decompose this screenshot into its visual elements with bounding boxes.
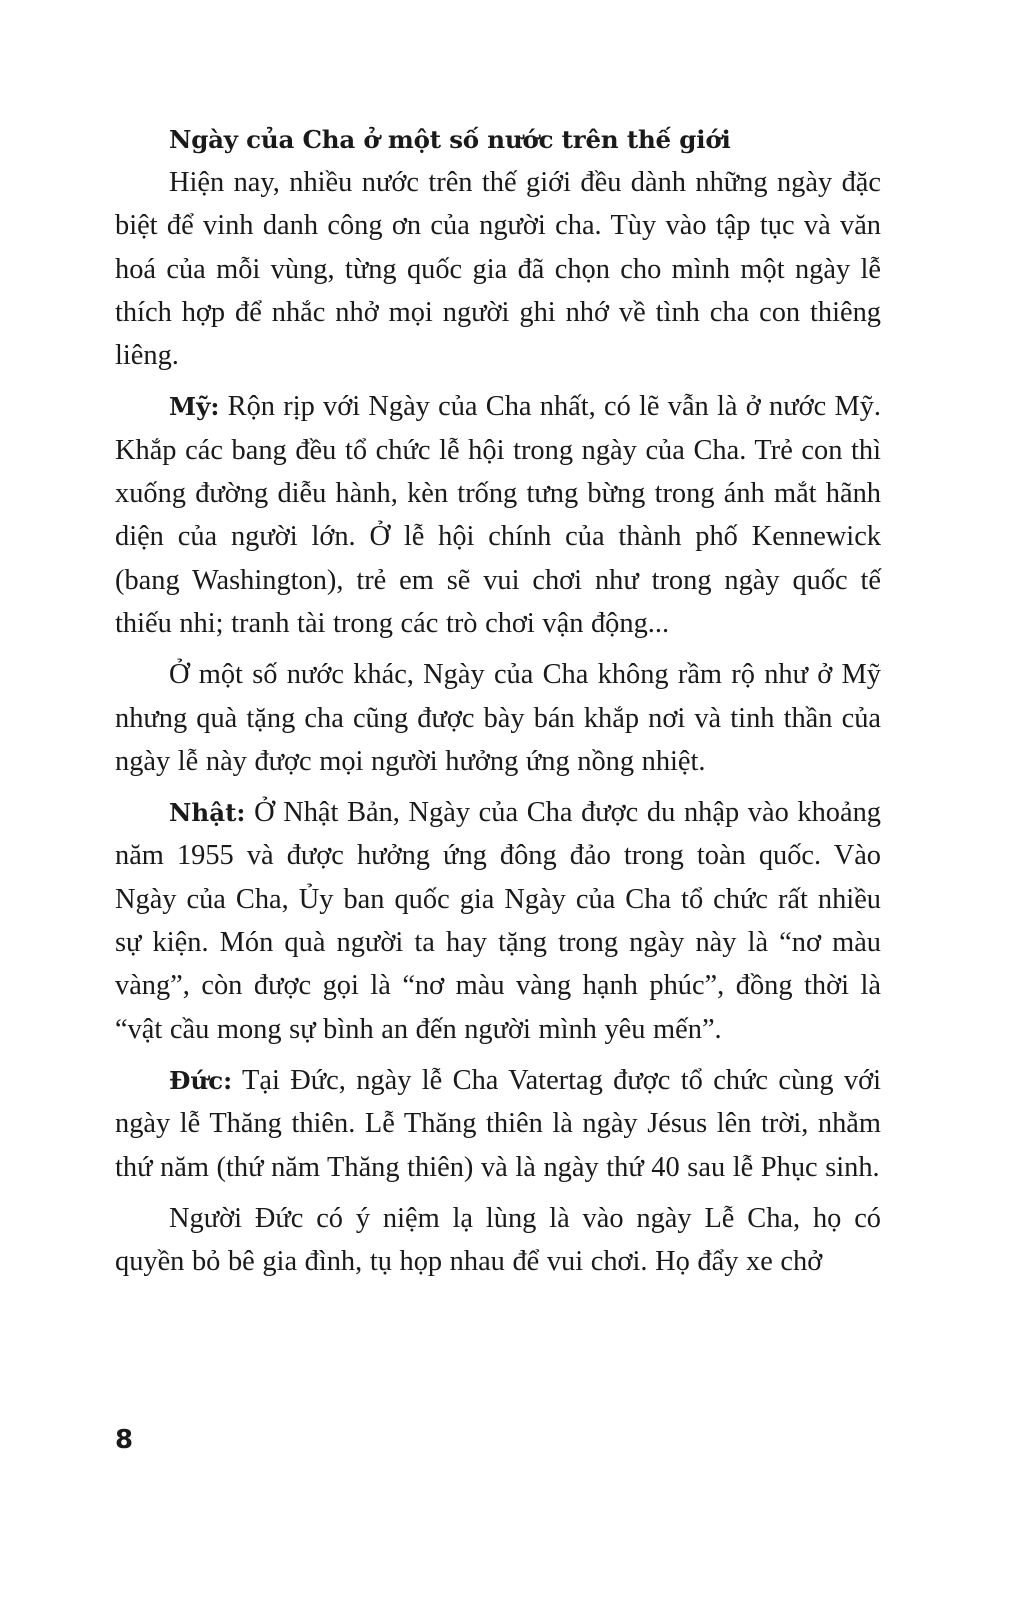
paragraph-lead: Mỹ: — [169, 392, 220, 422]
page-number: 8 — [115, 1425, 134, 1455]
paragraph-text: Tại Đức, ngày lễ Cha Vatertag được tổ chức cùng với ngày lễ Thăng thiên. Lễ Thăng thiên là ngày Jésus lên trời, nhằm thứ năm (thứ năm Thăng thiên) và là ngày thứ 40 sau lễ Phục sinh. — [115, 1064, 881, 1183]
paragraph-text: Rộn rịp với Ngày của Cha nhất, có lẽ vẫn là ở nước Mỹ. Khắp các bang đều tổ chức lễ hội trong ngày của Cha. Trẻ con thì xuống đường diễu hành, kèn trống tưng bừng trong ánh mắt hãnh diện của người lớn. Ở lễ hội chính của thành phố Kennewick (bang Washington), trẻ em sẽ vui chơi như trong ngày quốc tế thiếu nhi; tranh tài trong các trò chơi vận động... — [115, 391, 881, 639]
paragraph-text: Người Đức có ý niệm lạ lùng là vào ngày Lễ Cha, họ có quyền bỏ bê gia đình, tụ họp nhau để vui chơi. Họ đẩy xe chở — [115, 1202, 881, 1278]
paragraph-lead: Nhật: — [169, 798, 246, 828]
paragraph-usa — [115, 385, 881, 645]
paragraph-intro — [115, 161, 881, 377]
paragraph-other-countries — [115, 653, 881, 783]
paragraph-lead: Đức: — [169, 1065, 233, 1095]
paragraph-text: Ở một số nước khác, Ngày của Cha không rầm rộ như ở Mỹ nhưng quà tặng cha cũng được bày bán khắp nơi và tinh thần của ngày lễ này được mọi người hưởng ứng nồng nhiệt. — [115, 659, 881, 777]
section-heading: Ngày của Cha ở một số nước trên thế giới — [169, 125, 731, 154]
paragraph-text: Hiện nay, nhiều nước trên thế giới đều dành những ngày đặc biệt để vinh danh công ơn của người cha. Tùy vào tập tục và văn hoá của mỗi vùng, từng quốc gia đã chọn cho mình một ngày lễ thích hợp để nhắc nhở mọi người ghi nhớ về tình cha con thiêng liêng. — [115, 167, 881, 372]
paragraph-germany-custom — [115, 1197, 881, 1284]
paragraph-germany — [115, 1059, 881, 1189]
page-body — [115, 118, 881, 1291]
paragraph-japan — [115, 791, 881, 1051]
paragraph-text: Ở Nhật Bản, Ngày của Cha được du nhập vào khoảng năm 1955 và được hưởng ứng đông đảo trong toàn quốc. Vào Ngày của Cha, Ủy ban quốc gia Ngày của Cha tổ chức rất nhiều sự kiện. Món quà người ta hay tặng trong ngày này là “nơ màu vàng”, còn được gọi là “nơ màu vàng hạnh phúc”, đồng thời là “vật cầu mong sự bình an đến người mình yêu mến”. — [115, 797, 881, 1045]
